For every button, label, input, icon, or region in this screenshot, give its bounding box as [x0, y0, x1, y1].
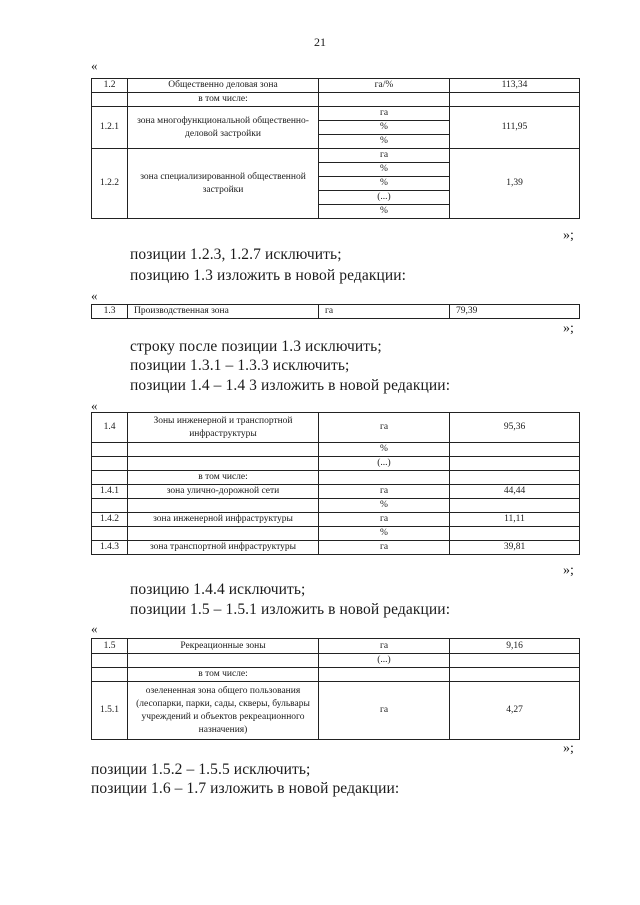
- cell-name: зона транспортной инфраструктуры: [128, 541, 319, 555]
- table-row: [92, 107, 580, 121]
- table-row: [92, 513, 580, 527]
- cell-num: 1.4.1: [92, 485, 128, 499]
- table-zones-1-5: [91, 638, 580, 740]
- cell-unit: га: [319, 513, 450, 527]
- cell-subheader: в том числе:: [128, 93, 319, 107]
- cell-unit: %: [319, 499, 450, 513]
- table-row: [92, 639, 580, 654]
- cell-subheader: в том числе:: [128, 471, 319, 485]
- cell-unit: %: [319, 205, 450, 219]
- close-quote: »;: [563, 228, 574, 243]
- cell-value: 113,34: [450, 79, 580, 93]
- instruction-text: позиции 1.6 – 1.7 изложить в новой редакции:: [91, 780, 400, 797]
- cell-unit: га: [319, 682, 450, 740]
- cell-name: Зоны инженерной и транспортной инфраструктуры: [128, 413, 319, 443]
- cell-value: 111,95: [450, 107, 580, 149]
- open-quote: «: [91, 58, 98, 73]
- cell-num: 1.2.2: [92, 149, 128, 219]
- cell-num: 1.4: [92, 413, 128, 443]
- table-row: [92, 457, 580, 471]
- close-quote: »;: [563, 563, 574, 578]
- cell-name: зона инженерной инфраструктуры: [128, 513, 319, 527]
- instruction-text: позиции 1.4 – 1.4 3 изложить в новой редакции:: [130, 377, 451, 394]
- cell-unit: га: [319, 149, 450, 163]
- cell-value: 95,36: [450, 413, 580, 443]
- cell-unit: (...): [319, 191, 450, 205]
- cell-unit: га: [319, 413, 450, 443]
- cell-unit: %: [319, 121, 450, 135]
- table-row: [92, 305, 580, 319]
- instruction-text: позиции 1.5.2 – 1.5.5 исключить;: [91, 761, 311, 778]
- cell-num: 1.2.1: [92, 107, 128, 149]
- table-row: [92, 682, 580, 740]
- cell-name: Общественно деловая зона: [128, 79, 319, 93]
- table-row: [92, 485, 580, 499]
- cell-unit: га/%: [319, 79, 450, 93]
- cell-unit: (...): [319, 457, 450, 471]
- table-row: [92, 471, 580, 485]
- cell-unit: (...): [319, 654, 450, 668]
- cell-num: 1.5.1: [92, 682, 128, 740]
- table-row: [92, 527, 580, 541]
- cell-name: зона улично-дорожной сети: [128, 485, 319, 499]
- table-row: [92, 654, 580, 668]
- instruction-text: позицию 1.4.4 исключить;: [130, 581, 306, 598]
- table-zones-1-2: [91, 78, 580, 219]
- cell-name: зона многофункциональной общественно-деловой застройки: [128, 107, 319, 149]
- cell-num: 1.4.2: [92, 513, 128, 527]
- cell-unit: %: [319, 135, 450, 149]
- cell-unit: га: [319, 107, 450, 121]
- open-quote: «: [91, 398, 98, 413]
- cell-num: 1.2: [92, 79, 128, 93]
- cell-unit: га: [319, 541, 450, 555]
- instruction-text: позицию 1.3 изложить в новой редакции:: [130, 267, 407, 284]
- cell-name: Рекреационные зоны: [128, 639, 319, 654]
- instruction-text: позиции 1.3.1 – 1.3.3 исключить;: [130, 357, 350, 374]
- instruction-text: позиции 1.5 – 1.5.1 изложить в новой редакции:: [130, 601, 451, 618]
- cell-value: 9,16: [450, 639, 580, 654]
- cell-unit: %: [319, 163, 450, 177]
- cell-unit: %: [319, 177, 450, 191]
- cell-name: озелененная зона общего пользования (лесопарки, парки, сады, скверы, бульвары учреждений и объектов рекреационного назначения): [128, 682, 319, 740]
- cell-value: 1,39: [450, 149, 580, 219]
- cell-value: 44,44: [450, 485, 580, 499]
- cell-unit: га: [319, 485, 450, 499]
- instruction-text: строку после позиции 1.3 исключить;: [130, 338, 382, 355]
- cell-subheader: в том числе:: [128, 668, 319, 682]
- table-row: [92, 499, 580, 513]
- cell-num: 1.5: [92, 639, 128, 654]
- cell-value: 4,27: [450, 682, 580, 740]
- cell-value: 11,11: [450, 513, 580, 527]
- cell-unit: га: [319, 639, 450, 654]
- open-quote: «: [91, 288, 98, 303]
- table-zones-1-4: [91, 412, 580, 555]
- cell-unit: %: [319, 443, 450, 457]
- open-quote: «: [91, 621, 98, 636]
- table-row: [92, 93, 580, 107]
- page-number: 21: [314, 35, 326, 49]
- table-row: [92, 443, 580, 457]
- cell-unit: %: [319, 527, 450, 541]
- close-quote: »;: [563, 741, 574, 756]
- table-row: [92, 541, 580, 555]
- table-row: [92, 413, 580, 443]
- cell-value: 39,81: [450, 541, 580, 555]
- cell-value: 79,39: [450, 305, 580, 319]
- cell-unit: га: [319, 305, 450, 319]
- cell-name: Производственная зона: [128, 305, 319, 319]
- table-row: [92, 668, 580, 682]
- table-row: [92, 79, 580, 93]
- table-row: [92, 149, 580, 163]
- cell-name: зона специализированной общественной застройки: [128, 149, 319, 219]
- instruction-text: позиции 1.2.3, 1.2.7 исключить;: [130, 246, 342, 263]
- close-quote: »;: [563, 321, 574, 336]
- cell-num: 1.3: [92, 305, 128, 319]
- cell-num: 1.4.3: [92, 541, 128, 555]
- table-zone-1-3: [91, 304, 580, 319]
